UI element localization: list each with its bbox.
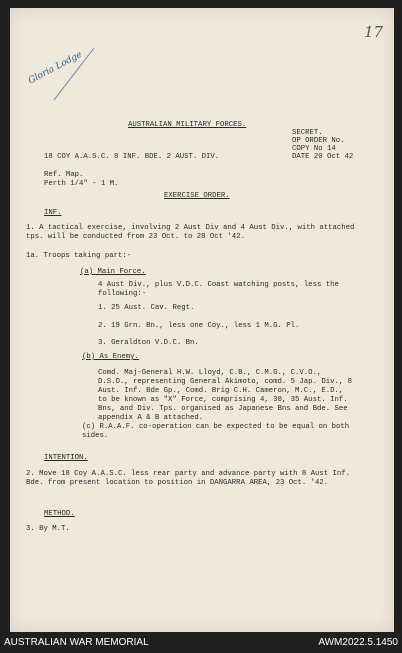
security-classification: SECRET. [292,129,323,137]
main-force-item: 3. Geraldton V.D.C. Bn. [98,339,199,347]
footer-accession-number: AWM2022.5.1450 [318,637,398,648]
document-date: DATE 20 Oct 42 [292,153,354,161]
method-heading: METHOD. [44,510,75,518]
copy-number: COPY No 14 [292,145,336,153]
op-order-number: OP ORDER No. [292,137,345,145]
page-number: 17 [364,23,384,41]
map-reference: Perth 1/4" - 1 M. [44,180,119,188]
enemy-text: Comd. Maj-General H.W. Lloyd, C.B., C.M.G., C.V.O., D.S.O., representing General Akimoto, comd. 5 Jap. Div., 8 Aust. Inf. Bde Gp., Comd. Brig C.H. Cameron, M.C., E.D., to be known as "X" Force, comprising 4, 30, 35 Aust. Inf. Bns, and Div. Tps. organised as Japanese Bns and Bde. See appendix A & B attached. [98,369,352,422]
document-page [10,8,394,632]
paragraph-2: 2. Move 18 Coy A.A.S.C. less rear party and advance party with 8 Aust Inf. Bde. from present location to position in DANGARRA AREA, 23 Oct. '42. [26,470,351,487]
footer-institution: AUSTRALIAN WAR MEMORIAL [4,637,149,648]
unit-line: 18 COY A.A.S.C. 8 INF. BDE. 2 AUST. DIV. [44,153,220,161]
ref-map-label: Ref. Map. [44,171,84,179]
enemy-label: (b) As Enemy. [82,353,139,361]
intention-heading: INTENTION. [44,454,88,462]
exercise-title: EXERCISE ORDER. [164,192,230,200]
paragraph-1: 1. A tactical exercise, involving 2 Aust Div and 4 Aust Div., with attached tps. will be conducted from 23 Oct. to 28 Oct '42. [26,224,355,241]
main-force-label: (a) Main Force. [80,268,146,276]
section-inf: INF. [44,209,62,217]
handwritten-note: Gloria Lodge [26,49,84,87]
paragraph-1a: 1a. Troops taking part:- [26,252,132,260]
main-force-item: 2. 19 Grn. Bn., less one Coy., less 1 M.G. Pl. [98,322,300,330]
main-force-text: 4 Aust Div., plus V.D.C. Coast watching posts, less the following:- [98,281,339,298]
main-force-item: 1. 25 Aust. Cav. Regt. [98,304,195,312]
pencil-stroke [50,44,100,104]
raaf-text: (c) R.A.A.F. co-operation can be expected to be equal on both sides. [82,423,350,440]
archive-footer [0,632,402,653]
document-heading: AUSTRALIAN MILITARY FORCES. [128,121,247,129]
paragraph-3: 3. By M.T. [26,525,70,533]
